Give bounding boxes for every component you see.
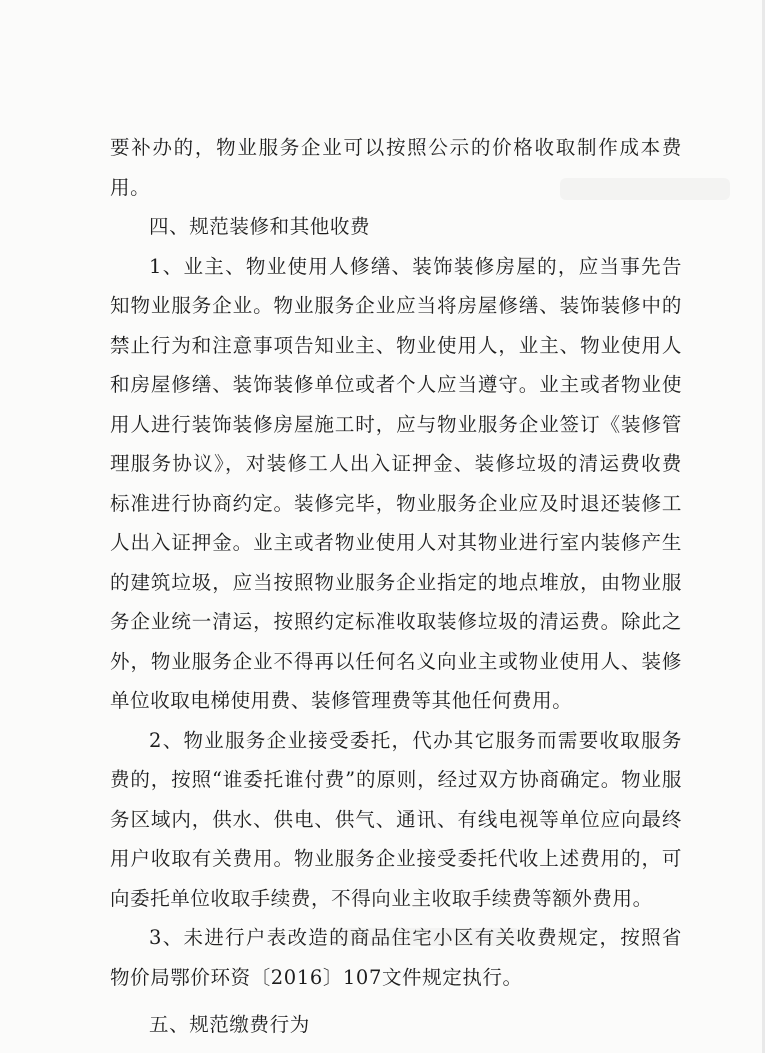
document-body bbox=[110, 128, 682, 1045]
item-paragraph-3: 3、未进行户表改造的商品住宅小区有关收费规定，按照省物价局鄂价环资〔2016〕107文件规定执行。 bbox=[110, 926, 682, 989]
item-paragraph-2: 2、物业服务企业接受委托，代办其它服务而需要收取服务费的，按照“谁委托谁付费”的原则，经过双方协商确定。物业服务区域内，供水、供电、供气、通讯、有线电视等单位应向最终用户收取有关费用。物业服务企业接受委托代收上述费用的，可向委托单位收取手续费，不得向业主收取手续费等额外费用。 bbox=[110, 728, 682, 910]
section-heading-4: 四、规范装修和其他收费 bbox=[149, 215, 371, 238]
continuation-paragraph: 要补办的，物业服务企业可以按照公示的价格收取制作成本费用。 bbox=[110, 136, 682, 199]
section-heading-5: 五、规范缴费行为 bbox=[149, 1013, 310, 1036]
item-paragraph-1: 1、业主、物业使用人修缮、装饰装修房屋的，应当事先告知物业服务企业。物业服务企业应当将房屋修缮、装饰装修中的禁止行为和注意事项告知业主、物业使用人，业主、物业使用人和房屋修缮、装饰装修单位或者个人应当遵守。业主或者物业使用人进行装饰装修房屋施工时，应与物业服务企业签订《装修管理服务协议》，对装修工人出入证押金、装修垃圾的清运费收费标准进行协商约定。装修完毕，物业服务企业应及时退还装修工人出入证押金。业主或者物业使用人对其物业进行室内装修产生的建筑垃圾，应当按照物业服务企业指定的地点堆放，由物业服务企业统一清运，按照约定标准收取装修垃圾的清运费。除此之外，物业服务企业不得再以任何名义向业主或物业使用人、装修单位收取电梯使用费、装修管理费等其他任何费用。 bbox=[110, 254, 682, 712]
